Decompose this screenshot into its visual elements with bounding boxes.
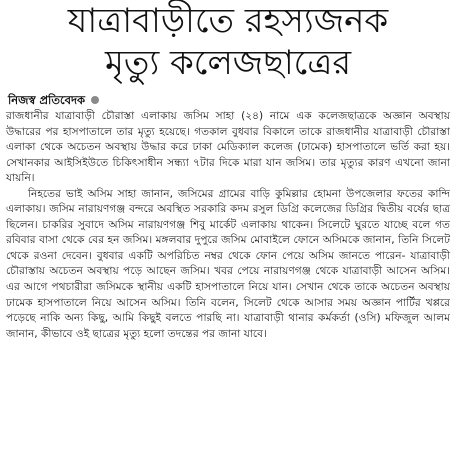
headline — [0, 0, 456, 84]
headline-line-1: যাত্রাবাড়ীতে রহস্যজনক — [67, 1, 389, 41]
article-paragraph-1: রাজধানীর যাত্রাবাড়ী চৌরাস্তা এলাকায় জসিম সাহা (২৪) নামে এক কলেজছাত্রকে অজ্ঞান অবস্থায় উদ্ধারের পর হাসপাতালে তার মৃত্যু হয়েছে। গতকাল বুধবার বিকালে তাকে রাজধানীর যাত্রাবাড়ী চৌরাস্তা এলাকা থেকে অচেতন অবস্থায় উদ্ধার করে ঢাকা মেডিক্যাল কলেজ (ঢামেক) হাসপাতালে ভর্তি করা হয়। সেখানকার আইসিইউতে চিকিৎসাধীন সন্ধ্যা ৭টার দিকে মারা যান জসিম। তার মৃত্যুর কারণ এখনো জানা যায়নি। — [6, 110, 450, 185]
article-body — [6, 109, 450, 342]
headline-line-2: মৃত্যু কলেজছাত্রের — [104, 43, 352, 83]
article-paragraph-2: নিহতের ভাই অসিম সাহা জানান, জসিমের গ্রামের বাড়ি কুমিল্লার হোমনা উপজেলার ফতের কান্দি এলাকায়। জসিম নারায়ণগঞ্জ বন্দরে অবস্থিত সরকারি কদম রসুল ডিগ্রি কলেজের ডিগ্রির দ্বিতীয় বর্ষের ছাত্র ছিলেন। চাকরির সুবাদে অসিম নারায়ণগঞ্জ শিবু মার্কেট এলাকায় থাকেন। সিলেটে ঘুরতে যাচ্ছে বলে গত রবিবার বাসা থেকে বের হন জসিম। মঙ্গলবার দুপুরে জসিম মোবাইলে ফোনে অসিমকে জানান, তিনি সিলেট থেকে রওনা দেবেন। বুধবার একটি অপরিচিত নম্বর থেকে ফোন পেয়ে অসিম জানতে পারেন- যাত্রাবাড়ী চৌরাস্তায় অচেতন অবস্থায় পড়ে আছেন জসিম। খবর পেয়ে নারায়ণগঞ্জ থেকে যাত্রাবাড়ী আসেন অসিম। এর আগে পথচারীরা জসিমকে স্থানীয় একটি হাসপাতালে নিয়ে যান। সেখান থেকে তাকে অচেতন অবস্থায় ঢামেক হাসপাতালে নিয়ে আসেন অসিম। তিনি বলেন, সিলেট থেকে আসার সময় অজ্ঞান পার্টির খপ্পরে পড়েছে নাকি অন্য কিছু, আমি কিছুই বলতে পারছি না। যাত্রাবাড়ী থানার কর্মকর্তা (ওসি) মফিজুল আলম জানান, কীভাবে ওই ছাত্রের মৃত্যু হলো তদন্তের পর জানা যাবে। — [6, 187, 450, 340]
byline — [8, 92, 99, 108]
bullet-icon — [91, 96, 99, 104]
byline-text: নিজস্ব প্রতিবেদক — [8, 93, 86, 107]
